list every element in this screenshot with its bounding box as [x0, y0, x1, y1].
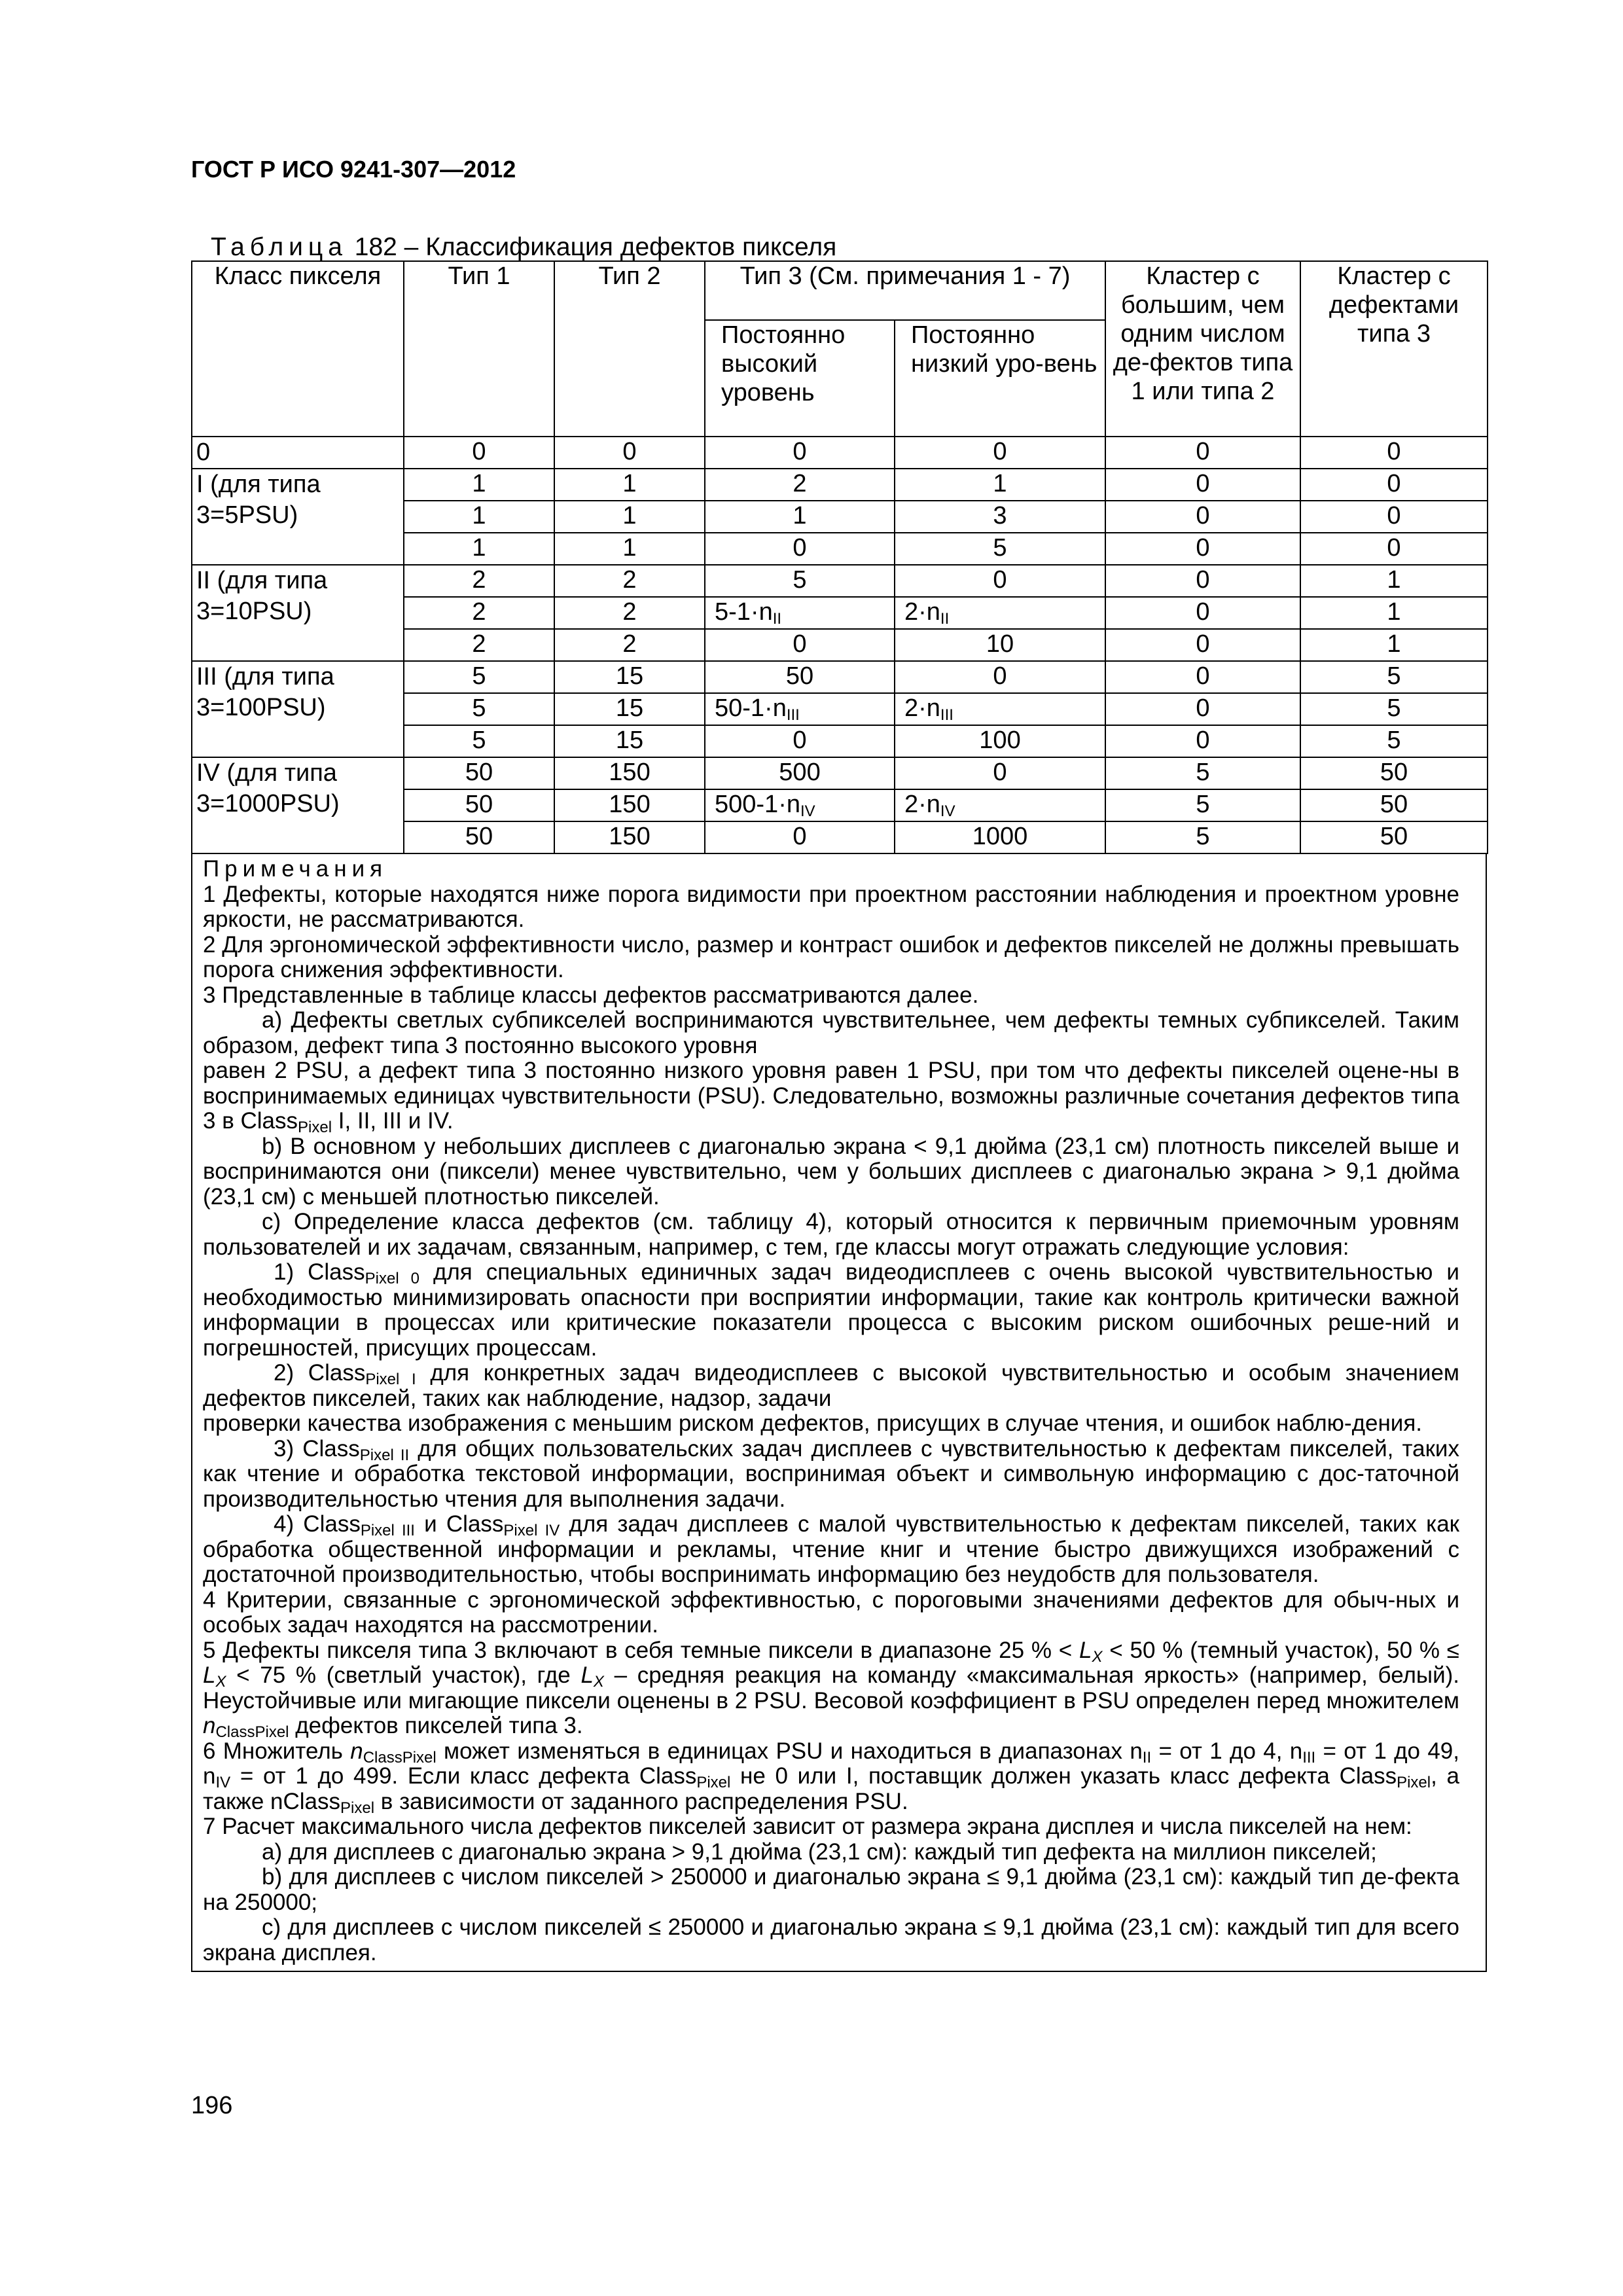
n5-a: 5 Дефекты пикселя типа 3 включают в себя темные пиксели в диапазоне 25 % < [203, 1637, 1080, 1663]
notes-section [191, 854, 1487, 1972]
cell-value: 5 [1196, 791, 1210, 818]
n5-L3: L [580, 1662, 594, 1688]
table-cell [1300, 469, 1488, 501]
table-cell [705, 725, 895, 757]
c4-pre: 4) Class [274, 1511, 361, 1537]
table-cell [705, 821, 895, 853]
table-row [192, 565, 1488, 597]
class-label-cell: 0 [192, 437, 404, 469]
cell-value: 0 [1196, 694, 1210, 722]
cell-value: 0 [1196, 630, 1210, 658]
table-cell [1105, 533, 1300, 565]
cell-value: 15 [615, 694, 644, 722]
table-cell [1300, 597, 1488, 629]
n5-X2: X [215, 1673, 226, 1691]
table-cell [554, 501, 705, 533]
table-cell [895, 501, 1105, 533]
c3-text: для общих пользовательских задач дисплеев с чувствительностью к дефектам пикселей, таких как чтение и обработка текстовой информации, воспринимая объект и символьную информацию с дос-таточной производительностью чтения для выполнения задачи. [203, 1435, 1459, 1512]
cell-subscript: II [940, 610, 950, 628]
cell-value: 50-1·n [715, 694, 787, 722]
table-cell [404, 437, 554, 469]
cell-value: 1 [472, 470, 486, 497]
table-cell [1105, 725, 1300, 757]
table-cell [1105, 629, 1300, 661]
header-cluster-type12: Кластер с большим, чем одним числом де-фектов типа 1 или типа 2 [1105, 261, 1300, 437]
table-cell [554, 533, 705, 565]
table-row [192, 757, 1488, 789]
cell-value: 2 [472, 630, 486, 658]
n6-a: 6 Множитель [203, 1738, 351, 1764]
table-cell [404, 533, 554, 565]
table-cell [705, 501, 895, 533]
cell-value: 5 [472, 726, 486, 754]
c3-pre: 3) Class [274, 1435, 360, 1462]
note-3a-sub: Pixel [298, 1119, 332, 1136]
cell-value: 0 [1196, 470, 1210, 497]
table-cell [404, 501, 554, 533]
n6-g: , а также nClass [203, 1763, 1459, 1814]
table-cell [1300, 821, 1488, 853]
cell-value: 10 [986, 630, 1014, 658]
cell-value: 0 [1387, 438, 1401, 465]
class-label-cell: IV (для типа 3=1000PSU) [192, 757, 404, 853]
n6-h: в зависимости от заданного распределения PSU. [374, 1788, 908, 1814]
table-cell [1300, 629, 1488, 661]
n5-n: n [203, 1713, 216, 1738]
n6-n: n [350, 1738, 363, 1764]
table-cell [1105, 501, 1300, 533]
table-cell [1105, 757, 1300, 789]
cell-value: 1 [622, 470, 637, 497]
note-6 [203, 1739, 1459, 1815]
table-cell [1300, 565, 1488, 597]
c3-sub: Pixel II [359, 1446, 410, 1464]
cell-value: 0 [1387, 470, 1401, 497]
table-cell [404, 469, 554, 501]
cell-value: 0 [793, 726, 807, 754]
cell-value: 2 [472, 566, 486, 594]
cell-value: 2·n [904, 598, 940, 626]
cell-value: 2·n [904, 791, 940, 818]
cell-value: 0 [622, 438, 637, 465]
table-cell [404, 757, 554, 789]
cell-value: 50 [785, 662, 814, 690]
cell-value: 0 [1196, 566, 1210, 594]
n5-d: – средняя реакция на команду «максимальная яркость» (например, белый). Неустойчивые или мигающие пиксели оценены в 2 PSU. Весовой коэффициент в PSU определен перед множителем [203, 1662, 1460, 1713]
cell-value: 0 [1196, 534, 1210, 562]
n5-X1: X [1092, 1647, 1103, 1666]
header-type3-high: Постоянно высокий уровень [705, 320, 895, 437]
table-cell [404, 565, 554, 597]
header-class: Класс пикселя [192, 261, 404, 437]
class-label-cell: I (для типа 3=5PSU) [192, 469, 404, 565]
header-type2: Тип 2 [554, 261, 705, 437]
table-cell [705, 757, 895, 789]
header-type3: Тип 3 (См. примечания 1 - 7) [705, 261, 1105, 320]
table-cell [705, 469, 895, 501]
n5-L1: L [1079, 1637, 1092, 1663]
cell-value: 5 [993, 534, 1007, 562]
table-cell [1105, 821, 1300, 853]
cell-value: 0 [1196, 598, 1210, 626]
cell-value: 0 [1196, 502, 1210, 529]
notes-title: Примечания [203, 856, 388, 882]
cell-value: 50 [1380, 823, 1408, 850]
note-7b: b) для дисплеев с числом пикселей > 250000 и диагональю экрана ≤ 9,1 дюйма (23,1 см): каждый тип де-фекта на 250000; [203, 1864, 1459, 1915]
table-cell [895, 629, 1105, 661]
cell-subscript: III [786, 706, 800, 724]
table-cell [1300, 437, 1488, 469]
cell-value: 2 [622, 630, 637, 658]
cell-value: 2·n [904, 694, 940, 722]
cell-value: 1 [1387, 566, 1401, 594]
n5-nsub: ClassPixel [215, 1723, 289, 1741]
document-header: ГОСТ Р ИСО 9241-307—2012 [191, 156, 516, 183]
table-cell [1105, 565, 1300, 597]
cell-value: 100 [979, 726, 1021, 754]
cell-value: 50 [465, 823, 493, 850]
cell-value: 1 [472, 534, 486, 562]
table-cell [895, 597, 1105, 629]
table-cell [705, 533, 895, 565]
table-cell [554, 437, 705, 469]
table-row [192, 661, 1488, 693]
table-cell [705, 597, 895, 629]
cell-value: 5 [1196, 759, 1210, 786]
cell-value: 2 [622, 566, 637, 594]
cell-value: 1 [993, 470, 1007, 497]
note-3c-item2-cont: проверки качества изображения с меньшим риском дефектов, присущих в случае чтения, и ошибок наблю-дения. [203, 1410, 1423, 1436]
table-cell [1300, 501, 1488, 533]
n5-L2: L [203, 1662, 216, 1688]
table-cell [554, 469, 705, 501]
n6-sub-IV: IV [215, 1774, 231, 1791]
n6-sub-III: III [1302, 1748, 1316, 1767]
cell-value: 5 [472, 662, 486, 690]
table-cell [1300, 533, 1488, 565]
c1-sub: Pixel 0 [365, 1270, 419, 1287]
table-cell [1105, 469, 1300, 501]
table-cell [705, 789, 895, 821]
table-cell [1300, 661, 1488, 693]
cell-value: 5 [1387, 662, 1401, 690]
note-3c-item4 [203, 1512, 1459, 1588]
table-cell [1105, 597, 1300, 629]
table-cell [895, 469, 1105, 501]
table-row [192, 437, 1488, 469]
table-cell [404, 661, 554, 693]
cell-subscript: IV [940, 802, 955, 820]
table-cell [1300, 789, 1488, 821]
cell-value: 15 [615, 662, 644, 690]
cell-value: 2 [622, 598, 637, 626]
cell-value: 0 [993, 438, 1007, 465]
c4-text: для задач дисплеев с малой чувствительностью к дефектам пикселей, таких как обработка общественной информации и рекламы, чтение книг и чтение быстро движущихся изображений с достаточной производительностью, чтобы воспринимать информацию без неудобств для пользователя. [203, 1511, 1459, 1587]
c2-sub: Pixel I [365, 1371, 416, 1388]
cell-value: 0 [1196, 662, 1210, 690]
cell-value: 50 [1380, 759, 1408, 786]
table-cell [1105, 437, 1300, 469]
cell-subscript: III [940, 706, 954, 724]
note-1: 1 Дефекты, которые находятся ниже порога видимости при проектном расстоянии наблюдения и проектном уровне яркости, не рассматриваются. [203, 881, 1459, 932]
cell-value: 5 [1387, 726, 1401, 754]
cell-value: 500 [779, 759, 821, 786]
cell-value: 0 [1387, 502, 1401, 529]
table-row [192, 469, 1488, 501]
table-cell [895, 565, 1105, 597]
table-cell [554, 821, 705, 853]
table-cell [404, 725, 554, 757]
note-3c-item3 [203, 1437, 1459, 1513]
n6-sub-pixel2: Pixel [1397, 1774, 1431, 1791]
n6-c: = от 1 до 4, n [1151, 1738, 1303, 1764]
n6-nsub: ClassPixel [363, 1748, 437, 1767]
note-3: 3 Представленные в таблице классы дефектов рассматриваются далее. [203, 982, 979, 1008]
table-cell [895, 693, 1105, 725]
cell-value: 2 [793, 470, 807, 497]
defect-classification-table [191, 260, 1488, 854]
cell-value: 2 [472, 598, 486, 626]
table-cell [554, 725, 705, 757]
n5-c: < 75 % (светлый участок), где [226, 1662, 581, 1688]
n6-f: не 0 или I, поставщик должен указать класс дефекта Class [730, 1763, 1397, 1789]
table-cell [554, 565, 705, 597]
table-body [192, 437, 1488, 853]
cell-value: 1 [472, 502, 486, 529]
cell-value: 3 [993, 502, 1007, 529]
cell-value: 0 [793, 630, 807, 658]
note-3c-item2 [203, 1361, 1459, 1411]
table-cell [895, 533, 1105, 565]
cell-value: 0 [993, 566, 1007, 594]
table-caption-text: 182 – Классификация дефектов пикселя [347, 233, 837, 261]
cell-value: 0 [1387, 534, 1401, 562]
cell-value: 5 [1387, 694, 1401, 722]
cell-value: 0 [1196, 726, 1210, 754]
cell-value: 500-1·n [715, 791, 800, 818]
header-type1: Тип 1 [404, 261, 554, 437]
table-cell [895, 437, 1105, 469]
table-cell [1300, 693, 1488, 725]
table-cell [404, 821, 554, 853]
header-cluster-type3: Кластер с дефектами типа 3 [1300, 261, 1488, 437]
table-cell [554, 789, 705, 821]
cell-value: 0 [793, 823, 807, 850]
note-3a-part2 [203, 1058, 1459, 1134]
note-3b: b) В основном у небольших дисплеев с диагональю экрана < 9,1 дюйма (23,1 см) плотность пикселей выше и воспринимаются они (пиксели) менее чувствительно, чем у больших дисплеев с диагональю экрана > 9,1 дюйма (23,1 см) с меньшей плотностью пикселей. [203, 1133, 1459, 1210]
c1-pre: 1) Class [274, 1259, 365, 1285]
cell-value: 0 [793, 438, 807, 465]
page-number: 196 [191, 2092, 233, 2119]
n6-d: = от 1 до 49, n [203, 1738, 1459, 1789]
cell-value: 0 [993, 759, 1007, 786]
table-cell [404, 597, 554, 629]
cell-value: 5 [793, 566, 807, 594]
table-cell [404, 693, 554, 725]
cell-value: 1 [793, 502, 807, 529]
note-2: 2 Для эргономической эффективности число, размер и контраст ошибок и дефектов пикселей не должны превышать порога снижения эффективности. [203, 931, 1459, 982]
cell-value: 5-1·n [715, 598, 773, 626]
table-cell [895, 725, 1105, 757]
note-3a-part1: a) Дефекты светлых субпикселей воспринимаются чувствительнее, чем дефекты темных субпикселей. Таким образом, дефект типа 3 постоянно высокого уровня [203, 1007, 1459, 1058]
class-label-cell: II (для типа 3=10PSU) [192, 565, 404, 661]
table-cell [554, 693, 705, 725]
cell-subscript: IV [800, 802, 815, 820]
n5-X3: X [593, 1673, 604, 1691]
n6-sub-pixel3: Pixel [340, 1799, 375, 1817]
table-cell [554, 597, 705, 629]
c2-pre: 2) Class [274, 1360, 366, 1386]
cell-value: 50 [465, 759, 493, 786]
note-7a: a) для дисплеев с диагональю экрана > 9,1 дюйма (23,1 см): каждый тип дефекта на миллион пикселей; [262, 1839, 1377, 1865]
c4-mid: и Class [414, 1511, 504, 1537]
table-cell [705, 629, 895, 661]
header-type3-low: Постоянно низкий уро-вень [895, 320, 1105, 437]
note-3a-text: равен 2 PSU, а дефект типа 3 постоянно низкого уровня равен 1 PSU, при том что дефекты пикселей оцене-ны в воспринимаемых единицах чувствительности (PSU). Следовательно, возможны различные сочетания дефектов типа 3 в Class [203, 1058, 1459, 1134]
table-cell [895, 821, 1105, 853]
table-cell [1105, 789, 1300, 821]
cell-value: 50 [1380, 791, 1408, 818]
n6-sub-pixel1: Pixel [696, 1774, 731, 1791]
cell-value: 0 [793, 534, 807, 562]
table-caption-word: Таблица [211, 233, 348, 261]
table-cell [1300, 757, 1488, 789]
defect-classification-table-wrapper [191, 260, 1487, 1972]
cell-value: 5 [472, 694, 486, 722]
cell-value: 150 [609, 759, 651, 786]
cell-value: 0 [472, 438, 486, 465]
class-label-cell: III (для типа 3=100PSU) [192, 661, 404, 757]
c4-sub1: Pixel III [360, 1522, 415, 1539]
note-3c: c) Определение класса дефектов (см. таблицу 4), который относится к первичным приемочным уровням пользователей и их задачам, связанным, например, с тем, где классы могут отражать следующие условия: [203, 1209, 1459, 1260]
cell-value: 1000 [972, 823, 1028, 850]
cell-value: 15 [615, 726, 644, 754]
cell-value: 150 [609, 823, 651, 850]
n6-b: может изменяться в единицах PSU и находиться в диапазонах n [436, 1738, 1143, 1764]
cell-value: 0 [1196, 438, 1210, 465]
note-7c: c) для дисплеев с числом пикселей ≤ 250000 и диагональю экрана ≤ 9,1 дюйма (23,1 см): каждый тип для всего экрана дисплея. [203, 1914, 1459, 1965]
table-cell [705, 661, 895, 693]
table-cell [705, 565, 895, 597]
table-cell [554, 661, 705, 693]
table-cell [1300, 725, 1488, 757]
cell-value: 1 [622, 534, 637, 562]
cell-value: 1 [622, 502, 637, 529]
c4-sub2: Pixel IV [503, 1522, 560, 1539]
cell-value: 0 [993, 662, 1007, 690]
cell-value: 150 [609, 791, 651, 818]
table-caption [211, 234, 836, 260]
cell-value: 1 [1387, 630, 1401, 658]
table-cell [404, 629, 554, 661]
note-5 [203, 1638, 1459, 1739]
table-cell [705, 437, 895, 469]
table-cell [895, 757, 1105, 789]
n5-b: < 50 % (темный участок), 50 % ≤ [1102, 1637, 1459, 1663]
note-3a-text-end: I, II, III и IV. [332, 1108, 454, 1134]
c2-text: для конкретных задач видеодисплеев с высокой чувствительностью и особым значением дефектов пикселей, таких как наблюдение, надзор, задачи [203, 1360, 1459, 1411]
cell-value: 1 [1387, 598, 1401, 626]
cell-value: 50 [465, 791, 493, 818]
table-cell [895, 661, 1105, 693]
c1-text: для специальных единичных задач видеодисплеев с очень высокой чувствительностью и необходимостью минимизировать опасности при восприятии информации, такие как контроль критически важной информации в процессах или критические показатели процесса с высоким риском ошибочных реше-ний и погрешностей, присущих процессам. [203, 1259, 1459, 1361]
table-cell [554, 629, 705, 661]
n6-e: = от 1 до 499. Если класс дефекта Class [230, 1763, 697, 1789]
n5-e: дефектов пикселей типа 3. [289, 1713, 583, 1738]
table-cell [895, 789, 1105, 821]
note-7: 7 Расчет максимального числа дефектов пикселей зависит от размера экрана дисплея и числа пикселей на нем: [203, 1814, 1412, 1839]
note-4: 4 Критерии, связанные с эргономической эффективностью, с пороговыми значениями дефектов для обыч-ных и особых задач находятся на рассмотрении. [203, 1587, 1459, 1638]
n6-sub-II: II [1142, 1748, 1152, 1767]
note-3c-item1 [203, 1260, 1459, 1361]
table-cell [1105, 661, 1300, 693]
table-cell [1105, 693, 1300, 725]
cell-value: 5 [1196, 823, 1210, 850]
cell-subscript: II [772, 610, 782, 628]
table-cell [705, 693, 895, 725]
table-cell [554, 757, 705, 789]
table-cell [404, 789, 554, 821]
